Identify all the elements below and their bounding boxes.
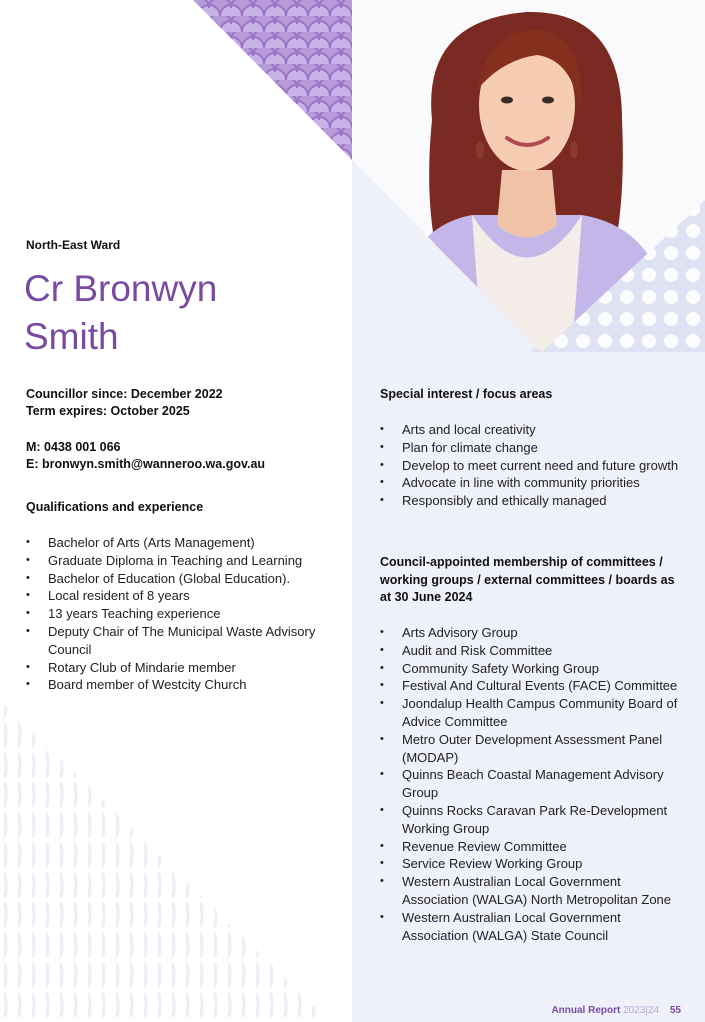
- qualifications-heading: Qualifications and experience: [26, 500, 204, 514]
- list-item: • Develop to meet current need and future growth: [380, 457, 680, 475]
- list-item: • Revenue Review Committee: [380, 838, 685, 856]
- list-item: • Community Safety Working Group: [380, 660, 685, 678]
- list-item: • Bachelor of Education (Global Education).: [26, 570, 326, 588]
- list-item: • Festival And Cultural Events (FACE) Committee: [380, 677, 685, 695]
- page-number: 55: [669, 1005, 681, 1016]
- ward-label: North-East Ward: [26, 238, 121, 252]
- councillor-since: Councillor since: December 2022: [26, 387, 223, 401]
- list-item: • Advocate in line with community priorities: [380, 474, 680, 492]
- page-footer: [551, 1005, 681, 1016]
- committees-heading: Council-appointed membership of committees / working groups / external committees / boards as at 30 June 2024: [380, 555, 675, 604]
- list-item: • Joondalup Health Campus Community Board of Advice Committee: [380, 695, 685, 731]
- list-item: • Quinns Beach Coastal Management Advisory Group: [380, 766, 685, 802]
- term-expires: Term expires: October 2025: [26, 404, 190, 418]
- name-line-2: Smith: [24, 316, 119, 357]
- list-item: • Rotary Club of Mindarie member: [26, 659, 326, 677]
- list-item: • Audit and Risk Committee: [380, 642, 685, 660]
- list-item: • Deputy Chair of The Municipal Waste Advisory Council: [26, 623, 326, 659]
- list-item: • Graduate Diploma in Teaching and Learning: [26, 552, 326, 570]
- list-item: • Service Review Working Group: [380, 855, 685, 873]
- mobile-number: M: 0438 001 066: [26, 440, 121, 454]
- name-line-1: Cr Bronwyn: [24, 268, 218, 309]
- councillor-name: [24, 265, 324, 361]
- stroke-pattern-triangle: [0, 700, 330, 1022]
- email-address: E: bronwyn.smith@wanneroo.wa.gov.au: [26, 457, 266, 471]
- committees-list: [380, 624, 685, 944]
- list-item: • Quinns Rocks Caravan Park Re-Development Working Group: [380, 802, 685, 838]
- list-item: • Western Australian Local Government Association (WALGA) North Metropolitan Zone: [380, 873, 685, 909]
- scale-pattern-triangle: [193, 0, 352, 160]
- footer-year: 2023|24: [623, 1005, 660, 1016]
- qualifications-list: [26, 534, 326, 694]
- list-item: • Arts Advisory Group: [380, 624, 685, 642]
- list-item: • 13 years Teaching experience: [26, 605, 326, 623]
- interests-heading: Special interest / focus areas: [380, 387, 553, 401]
- list-item: • Board member of Westcity Church: [26, 676, 326, 694]
- list-item: • Plan for climate change: [380, 439, 680, 457]
- list-item: • Western Australian Local Government Association (WALGA) State Council: [380, 909, 685, 945]
- list-item: • Metro Outer Development Assessment Panel (MODAP): [380, 731, 685, 767]
- list-item: • Bachelor of Arts (Arts Management): [26, 534, 326, 552]
- list-item: • Local resident of 8 years: [26, 587, 326, 605]
- footer-report-title: Annual Report: [551, 1005, 621, 1016]
- list-item: • Arts and local creativity: [380, 421, 680, 439]
- list-item: • Responsibly and ethically managed: [380, 492, 680, 510]
- interests-list: [380, 421, 680, 510]
